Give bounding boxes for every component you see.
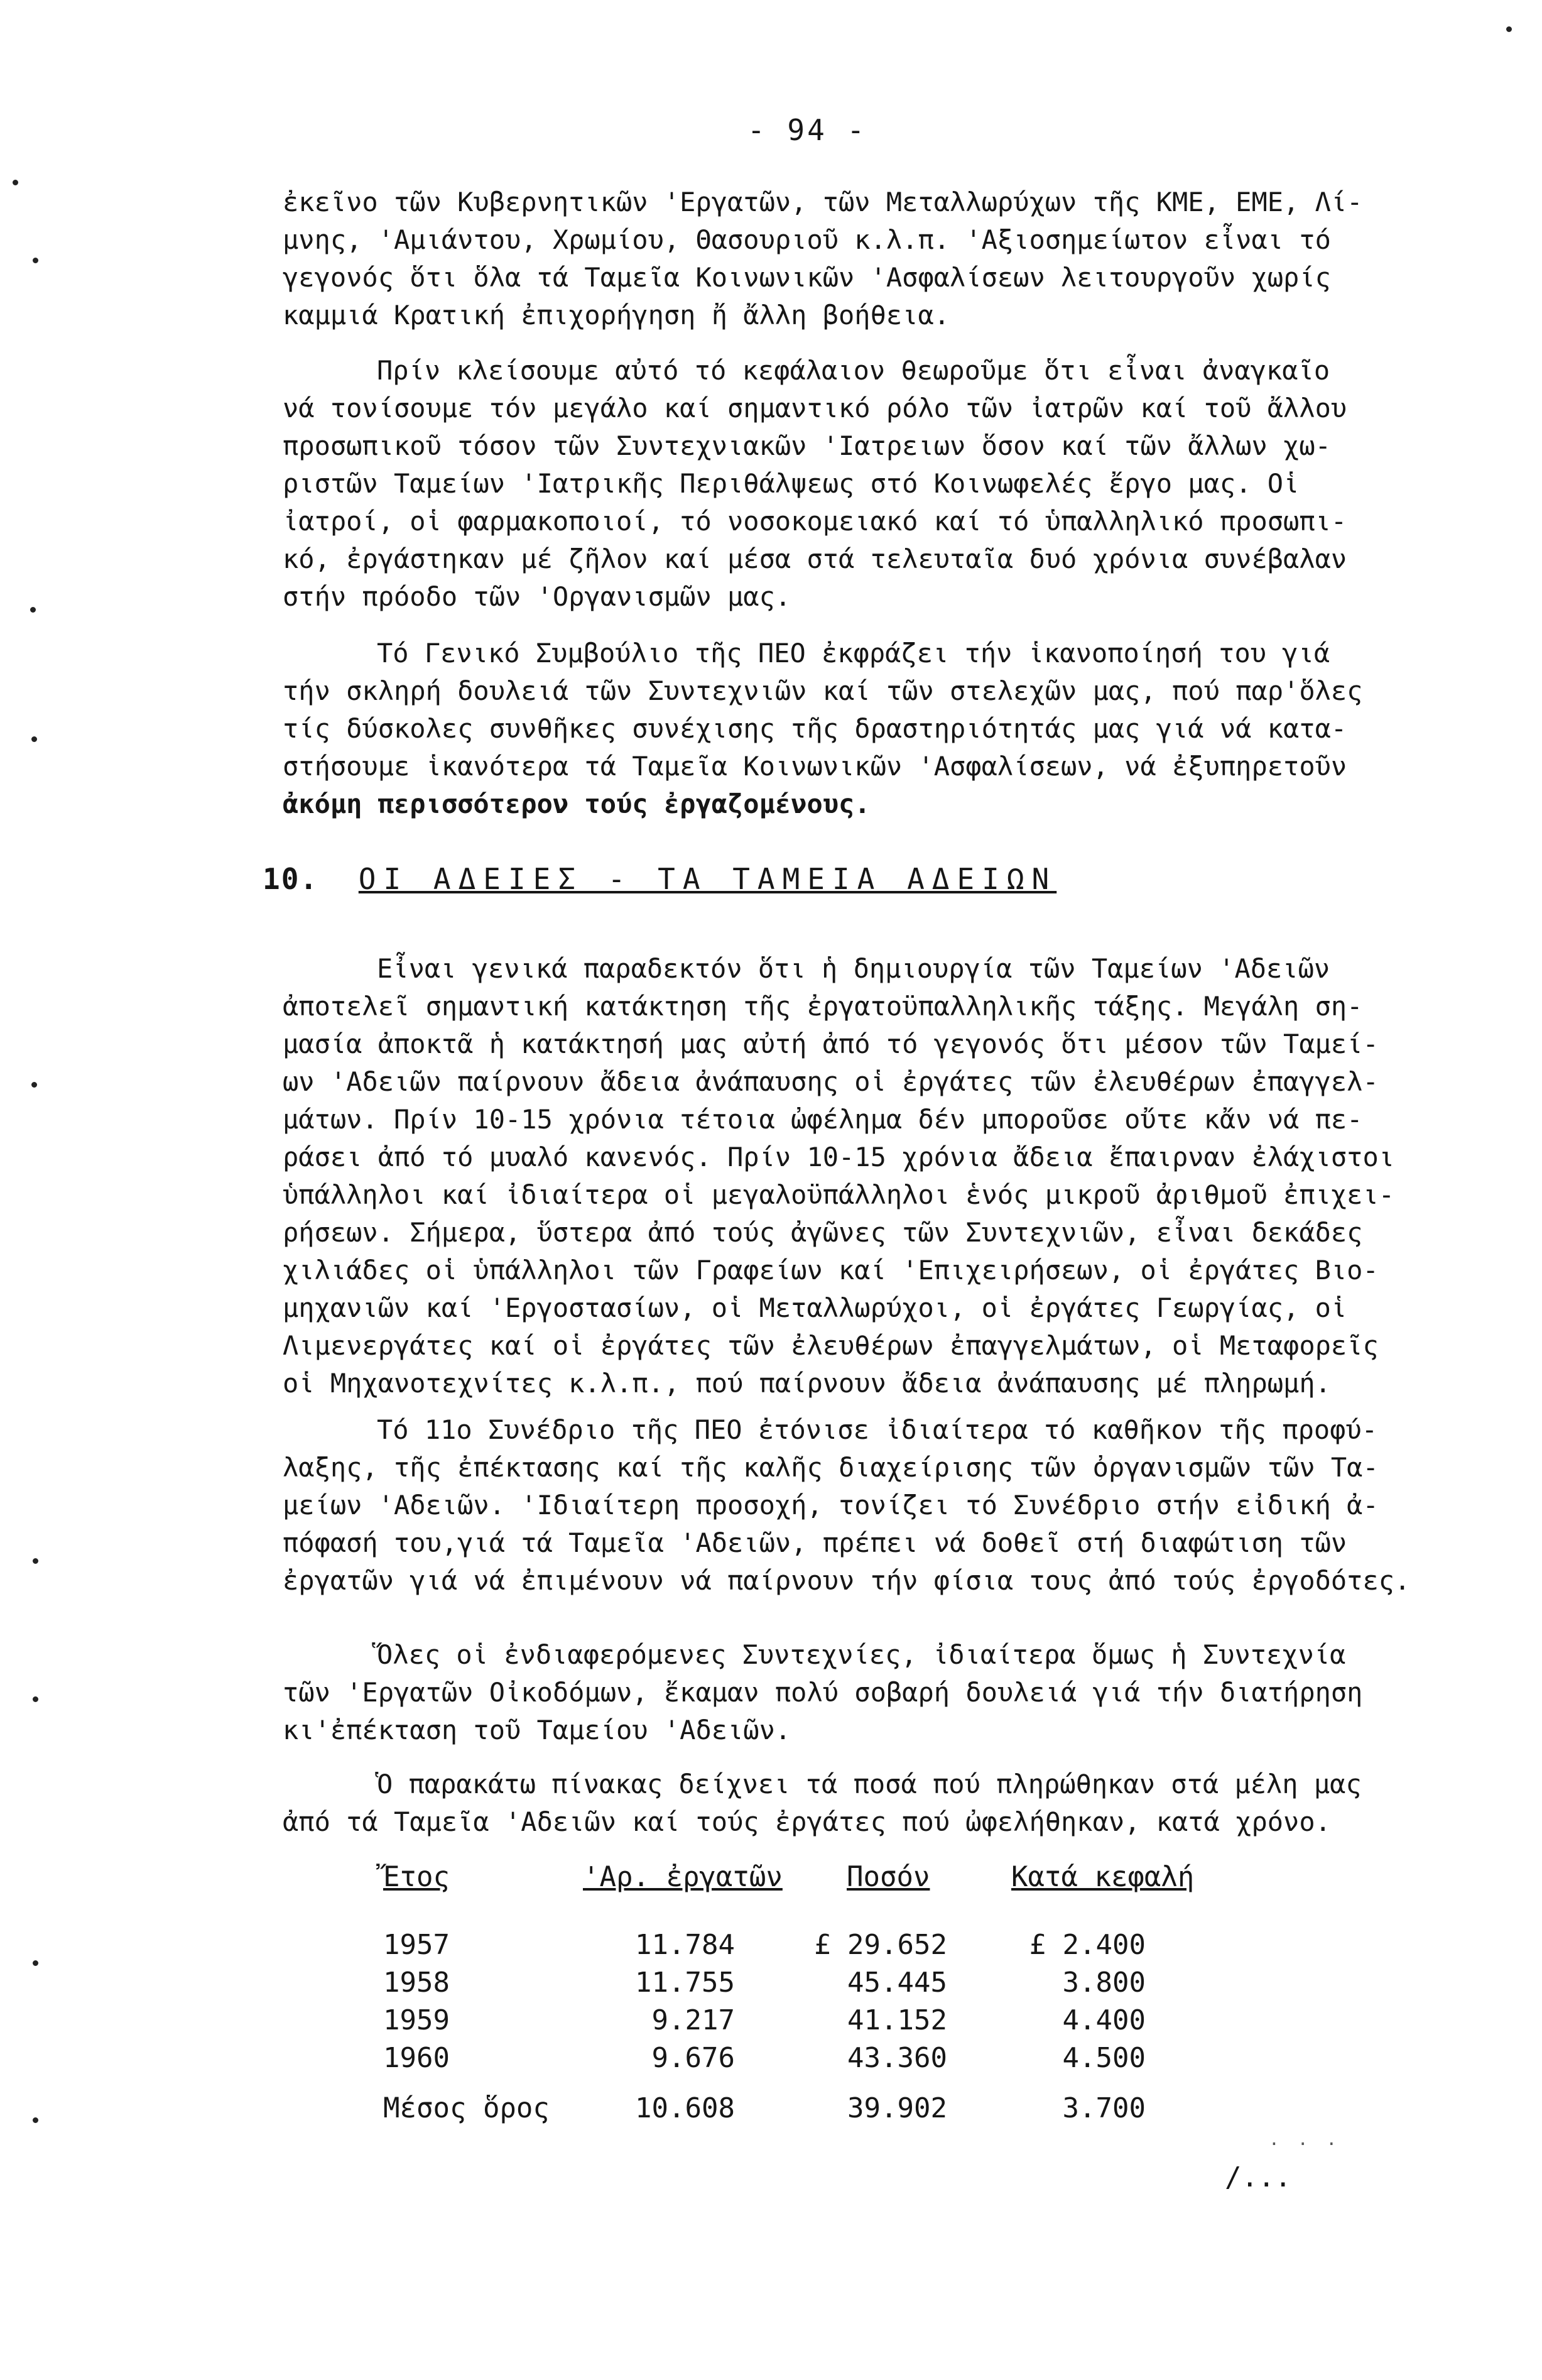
paragraph-table-intro: [283, 1766, 1445, 1841]
table-cell: 1959: [383, 2004, 450, 2036]
table-cell: £ 29.652: [814, 1929, 947, 1961]
table-cell: 45.445: [847, 1967, 947, 1999]
table-cell: 1960: [383, 2042, 450, 2074]
scan-speck: [33, 1696, 38, 1702]
text-line: ἀκόμη περισσότερον τούς ἐργαζομένους.: [283, 789, 871, 819]
table-cell: 9.676: [651, 2042, 735, 2074]
text-line: τίς δύσκολες συνθῆκες συνέχισης τῆς δραστηριότητάς μας γιά νά κατα-: [283, 713, 1347, 744]
text-line: πόφασή του,γιά τά Ταμεῖα 'Αδειῶν, πρέπει νά δοθεῖ στή διαφώτιση τῶν: [283, 1527, 1347, 1558]
text-line: μνης, 'Αμιάντου, Χρωμίου, Θασουριοῦ κ.λ.π. 'Αξιοσημείωτον εἶναι τό: [283, 224, 1331, 255]
table-cell: 39.902: [847, 2092, 947, 2124]
text-line: στήσουμε ἱκανότερα τά Ταμεῖα Κοινωνικῶν 'Ασφαλίσεων, νά ἐξυπηρετοῦν: [283, 751, 1347, 782]
text-line: ράσει ἀπό τό μυαλό κανενός. Πρίν 10-15 χρόνια ἄδεια ἔπαιρναν ἐλάχιστοι: [283, 1142, 1395, 1172]
text-line: ἀπό τά Ταμεῖα 'Αδειῶν καί τούς ἐργάτες πού ὠφελήθηκαν, κατά χρόνο.: [283, 1806, 1331, 1837]
section-title: ΟΙ ΑΔΕΙΕΣ - ΤΑ ΤΑΜΕΙΑ ΑΔΕΙΩΝ: [358, 862, 1057, 896]
paragraph-unions: [283, 1636, 1445, 1749]
text-line: λαξης, τῆς ἐπέκτασης καί τῆς καλῆς διαχείρισης τῶν ὀργανισμῶν τῶν Τα-: [283, 1452, 1379, 1483]
table-cell: 4.400: [1062, 2004, 1146, 2036]
text-line: ἐκεῖνο τῶν Κυβερνητικῶν 'Εργατῶν, τῶν Μεταλλωρύχων τῆς ΚΜΕ, ΕΜΕ, Λί-: [283, 187, 1363, 217]
text-line: καμμιά Κρατική ἐπιχορήγηση ἤ ἄλλη βοήθεια.: [283, 300, 950, 330]
faint-dots: . . .: [1269, 2129, 1341, 2149]
text-line: Τό Γενικό Συμβούλιο τῆς ΠΕΟ ἐκφράζει τήν ἱκανοποίησή του γιά: [377, 638, 1330, 669]
text-line: γεγονός ὅτι ὅλα τά Ταμεῖα Κοινωνικῶν 'Ασφαλίσεων λειτουργοῦν χωρίς: [283, 262, 1331, 293]
paragraph-leave-funds: [283, 950, 1445, 1402]
scan-speck: [33, 2117, 38, 2123]
table-cell: 11.755: [635, 1967, 735, 1999]
table-cell: 1958: [383, 1967, 450, 1999]
scan-speck: [33, 1558, 38, 1564]
text-line: χιλιάδες οἱ ὑπάλληλοι τῶν Γραφείων καί 'Επιχειρήσεων, οἱ ἐργάτες Βιο-: [283, 1255, 1379, 1286]
table-cell: 11.784: [635, 1929, 735, 1961]
table-cell: £ 2.400: [1029, 1929, 1146, 1961]
continuation-mark: /...: [1225, 2161, 1291, 2193]
scan-speck: [30, 607, 36, 613]
paragraph-congress: [283, 1411, 1445, 1600]
table-header-cell: Ἔτος: [383, 1861, 450, 1893]
scan-speck: [1506, 26, 1512, 32]
scan-speck: [33, 1960, 38, 1966]
text-line: νά τονίσουμε τόν μεγάλο καί σημαντικό ρόλο τῶν ἰατρῶν καί τοῦ ἄλλου: [283, 393, 1347, 423]
text-line: τῶν 'Εργατῶν Οἰκοδόμων, ἔκαμαν πολύ σοβαρή δουλειά γιά τήν διατήρηση: [283, 1677, 1363, 1708]
text-line: μείων 'Αδειῶν. 'Ιδιαίτερη προσοχή, τονίζει τό Συνέδριο στήν εἰδική ἀ-: [283, 1490, 1379, 1520]
table-header-cell: 'Αρ. ἐργατῶν: [583, 1861, 783, 1893]
text-line: ρήσεων. Σήμερα, ὕστερα ἀπό τούς ἀγῶνες τῶν Συντεχνιῶν, εἶναι δεκάδες: [283, 1217, 1363, 1248]
table-header-cell: Κατά κεφαλή: [1011, 1861, 1195, 1893]
text-line: στήν πρόοδο τῶν 'Οργανισμῶν μας.: [283, 581, 791, 612]
scan-speck: [31, 736, 37, 742]
table-cell: 3.800: [1062, 1967, 1146, 1999]
scan-speck: [33, 258, 38, 263]
text-line: ἐργατῶν γιά νά ἐπιμένουν νά παίρνουν τήν φίσια τους ἀπό τούς ἐργοδότες.: [283, 1565, 1411, 1596]
table-cell: 9.217: [651, 2004, 735, 2036]
text-line: Πρίν κλείσουμε αὐτό τό κεφάλαιον θεωροῦμε ὅτι εἶναι ἀναγκαῖο: [377, 355, 1330, 386]
text-line: κι'ἐπέκταση τοῦ Ταμείου 'Αδειῶν.: [283, 1715, 791, 1745]
text-line: Ὁ παρακάτω πίνακας δείχνει τά ποσά πού πληρώθηκαν στά μέλη μας: [377, 1769, 1362, 1799]
table-cell: 43.360: [847, 2042, 947, 2074]
paragraph-doctors: [283, 352, 1445, 616]
text-line: Εἶναι γενικά παραδεκτόν ὅτι ἡ δημιουργία τῶν Ταμείων 'Αδειῶν: [377, 953, 1330, 984]
text-line: Τό 11ο Συνέδριο τῆς ΠΕΟ ἐτόνισε ἰδιαίτερα τό καθῆκον τῆς προφύ-: [377, 1414, 1378, 1445]
text-line: Λιμενεργάτες καί οἱ ἐργάτες τῶν ἐλευθέρων ἐπαγγελμάτων, οἱ Μεταφορεῖς: [283, 1330, 1379, 1361]
table-cell: 41.152: [847, 2004, 947, 2036]
text-line: μασία ἀποκτᾶ ἡ κατάκτησή μας αὐτή ἀπό τό γεγονός ὅτι μέσον τῶν Ταμεί-: [283, 1029, 1379, 1059]
text-line: Ὅλες οἱ ἐνδιαφερόμενες Συντεχνίες, ἰδιαίτερα ὅμως ἡ Συντεχνία: [377, 1639, 1346, 1670]
text-line: ἀποτελεῖ σημαντική κατάκτηση τῆς ἐργατοϋπαλληλικῆς τάξης. Μεγάλη ση-: [283, 991, 1363, 1022]
paragraph-council: [283, 635, 1445, 823]
text-line: προσωπικοῦ τόσον τῶν Συντεχνιακῶν 'Ιατρειων ὅσον καί τῶν ἄλλων χω-: [283, 430, 1331, 461]
text-line: οἱ Μηχανοτεχνίτες κ.λ.π., πού παίρνουν ἄδεια ἀνάπαυσης μέ πληρωμή.: [283, 1368, 1331, 1399]
section-heading: [263, 862, 1056, 896]
table-header-cell: Ποσόν: [847, 1861, 930, 1893]
text-line: ων 'Αδειῶν παίρνουν ἄδεια ἀνάπαυσης οἱ ἐργάτες τῶν ἐλευθέρων ἐπαγγελ-: [283, 1066, 1379, 1097]
text-line: κό, ἐργάστηκαν μέ ζῆλον καί μέσα στά τελευταῖα δυό χρόνια συνέβαλαν: [283, 543, 1347, 574]
text-line: ριστῶν Ταμείων 'Ιατρικῆς Περιθάλψεως στό Κοινωφελές ἔργο μας. Οἱ: [283, 468, 1300, 499]
table-cell: 3.700: [1062, 2092, 1146, 2124]
section-number: 10.: [263, 862, 319, 896]
scan-speck: [31, 1082, 37, 1088]
paragraph-intro: [283, 183, 1445, 334]
page-number: - 94 -: [747, 113, 867, 147]
text-line: μάτων. Πρίν 10-15 χρόνια τέτοια ὠφέλημα δέν μποροῦσε οὔτε κἄν νά πε-: [283, 1104, 1363, 1135]
text-line: μηχανιῶν καί 'Εργοστασίων, οἱ Μεταλλωρύχοι, οἱ ἐργάτες Γεωργίας, οἱ: [283, 1292, 1347, 1323]
text-line: ἰατροί, οἱ φαρμακοποιοί, τό νοσοκομειακό καί τό ὑπαλληλικό προσωπι-: [283, 506, 1347, 537]
scan-speck: [13, 180, 18, 185]
text-line: τήν σκληρή δουλειά τῶν Συντεχνιῶν καί τῶν στελεχῶν μας, πού παρ'ὅλες: [283, 675, 1363, 706]
table-cell: 10.608: [635, 2092, 735, 2124]
text-line: ὑπάλληλοι καί ἰδιαίτερα οἱ μεγαλοϋπάλληλοι ἑνός μικροῦ ἀριθμοῦ ἐπιχει-: [283, 1179, 1395, 1210]
table-cell: 4.500: [1062, 2042, 1146, 2074]
table-cell: Μέσος ὅρος: [383, 2092, 550, 2124]
table-cell: 1957: [383, 1929, 450, 1961]
